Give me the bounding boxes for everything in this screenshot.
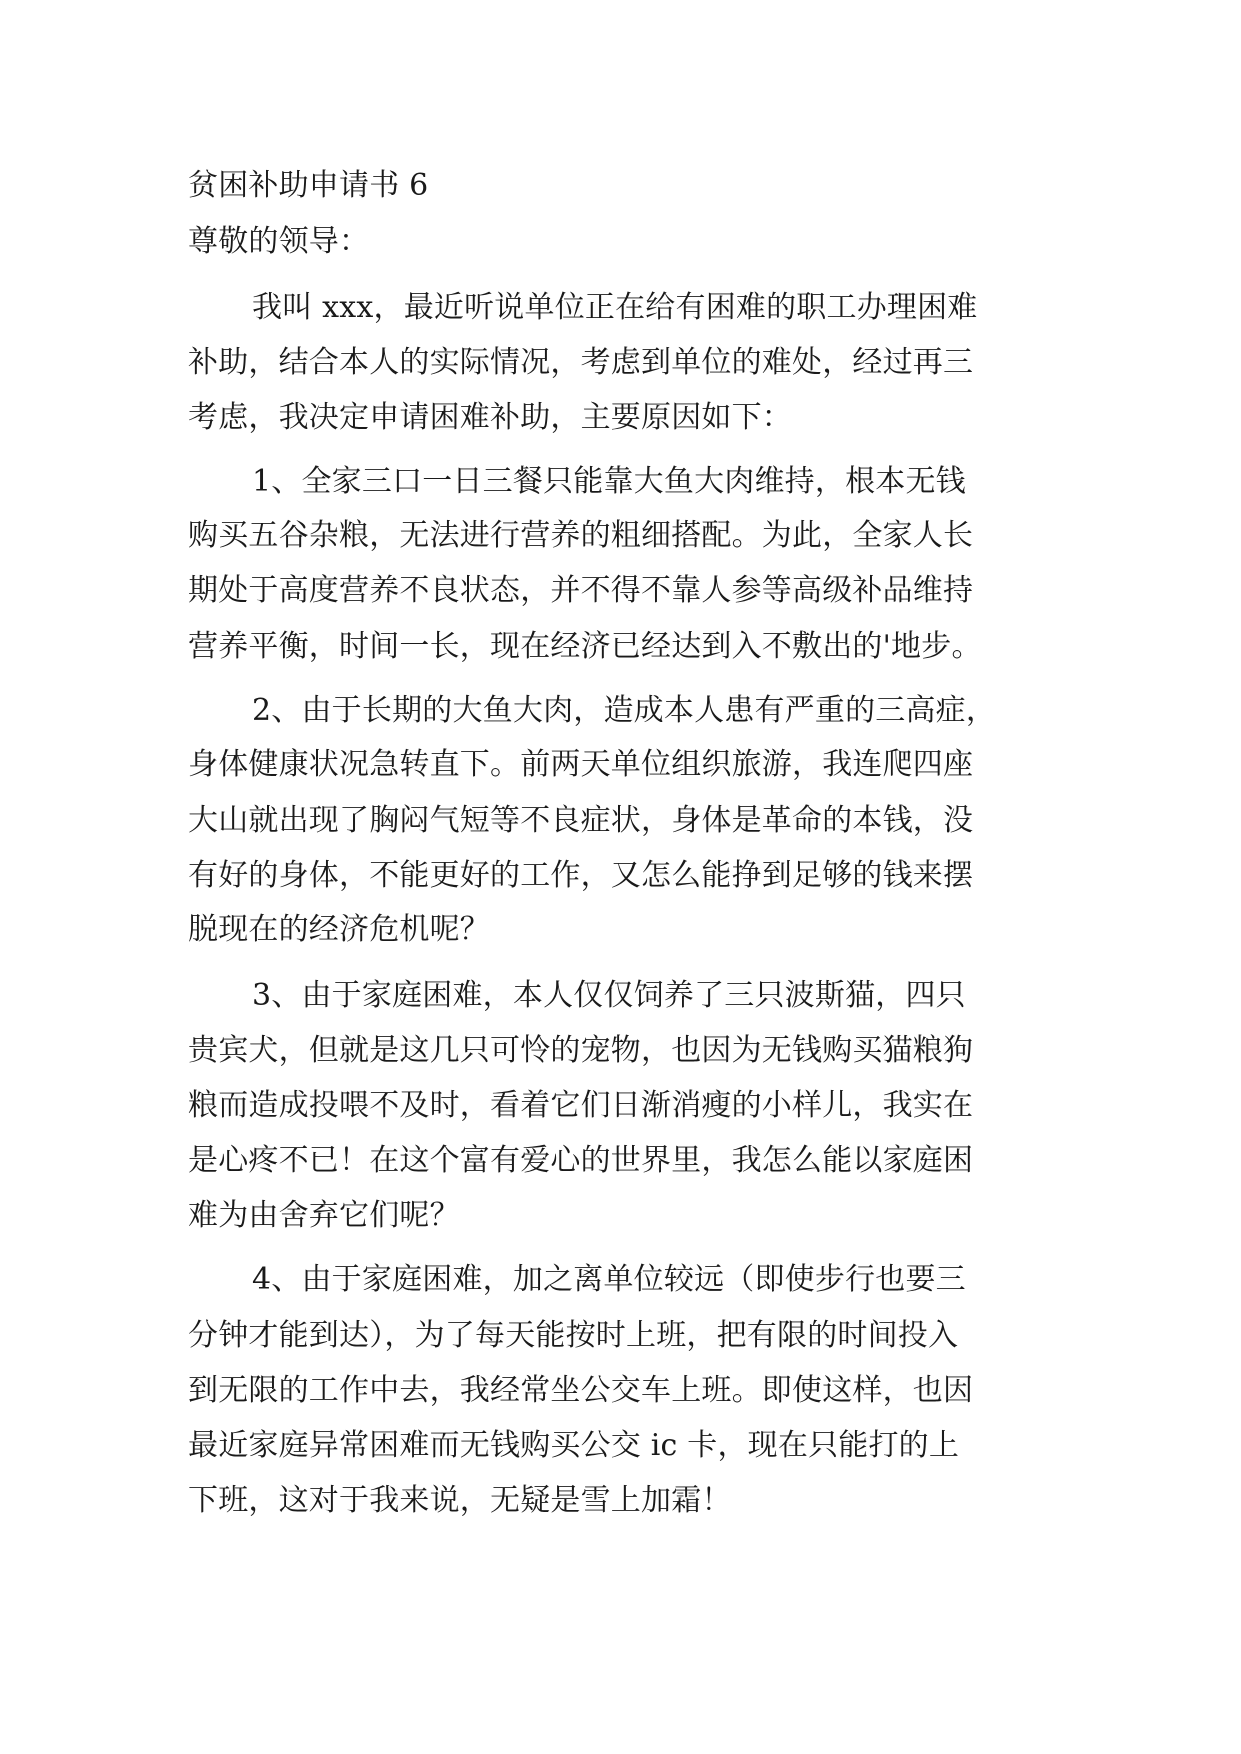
body-line: 是心疼不已！在这个富有爱心的世界里，我怎么能以家庭困 — [188, 1143, 974, 1178]
body-line: 贵宾犬，但就是这几只可怜的宠物，也因为无钱购买猫粮狗 — [188, 1033, 974, 1068]
body-line: 到无限的工作中去，我经常坐公交车上班。即使这样，也因 — [188, 1373, 974, 1408]
body-line: 营养平衡，时间一长，现在经济已经达到入不敷出的'地步。 — [188, 629, 982, 664]
body-line: 考虑，我决定申请困难补助，主要原因如下： — [188, 400, 792, 435]
body-line: 2、由于长期的大鱼大肉，造成本人患有严重的三高症， — [252, 693, 997, 728]
body-line: 分钟才能到达），为了每天能按时上班，把有限的时间投入 — [188, 1318, 959, 1353]
body-line: 补助，结合本人的实际情况，考虑到单位的难处，经过再三 — [188, 345, 974, 380]
body-line: 身体健康状况急转直下。前两天单位组织旅游，我连爬四座 — [188, 747, 974, 782]
body-line: 难为由舍弃它们呢？ — [188, 1198, 460, 1233]
body-line: 期处于高度营养不良状态，并不得不靠人参等高级补品维持 — [188, 573, 974, 608]
salutation: 尊敬的领导： — [188, 224, 370, 259]
body-line: 购买五谷杂粮，无法进行营养的粗细搭配。为此，全家人长 — [188, 518, 974, 553]
body-line: 我叫 xxx，最近听说单位正在给有困难的职工办理困难 — [252, 290, 978, 325]
body-line: 粮而造成投喂不及时，看着它们日渐消瘦的小样儿，我实在 — [188, 1088, 974, 1123]
body-line: 3、由于家庭困难，本人仅仅饲养了三只波斯猫，四只 — [252, 978, 966, 1013]
document-title: 贫困补助申请书 6 — [188, 168, 429, 203]
body-line: 大山就出现了胸闷气短等不良症状，身体是革命的本钱，没 — [188, 803, 974, 838]
body-line: 1、全家三口一日三餐只能靠大鱼大肉维持，根本无钱 — [252, 464, 966, 499]
body-line: 4、由于家庭困难，加之离单位较远（即使步行也要三 — [252, 1262, 966, 1297]
body-line: 下班，这对于我来说，无疑是雪上加霜！ — [188, 1483, 732, 1518]
body-line: 最近家庭异常困难而无钱购买公交 ic 卡，现在只能打的上 — [188, 1428, 960, 1463]
body-line: 脱现在的经济危机呢？ — [188, 912, 490, 947]
body-line: 有好的身体，不能更好的工作，又怎么能挣到足够的钱来摆 — [188, 858, 974, 893]
